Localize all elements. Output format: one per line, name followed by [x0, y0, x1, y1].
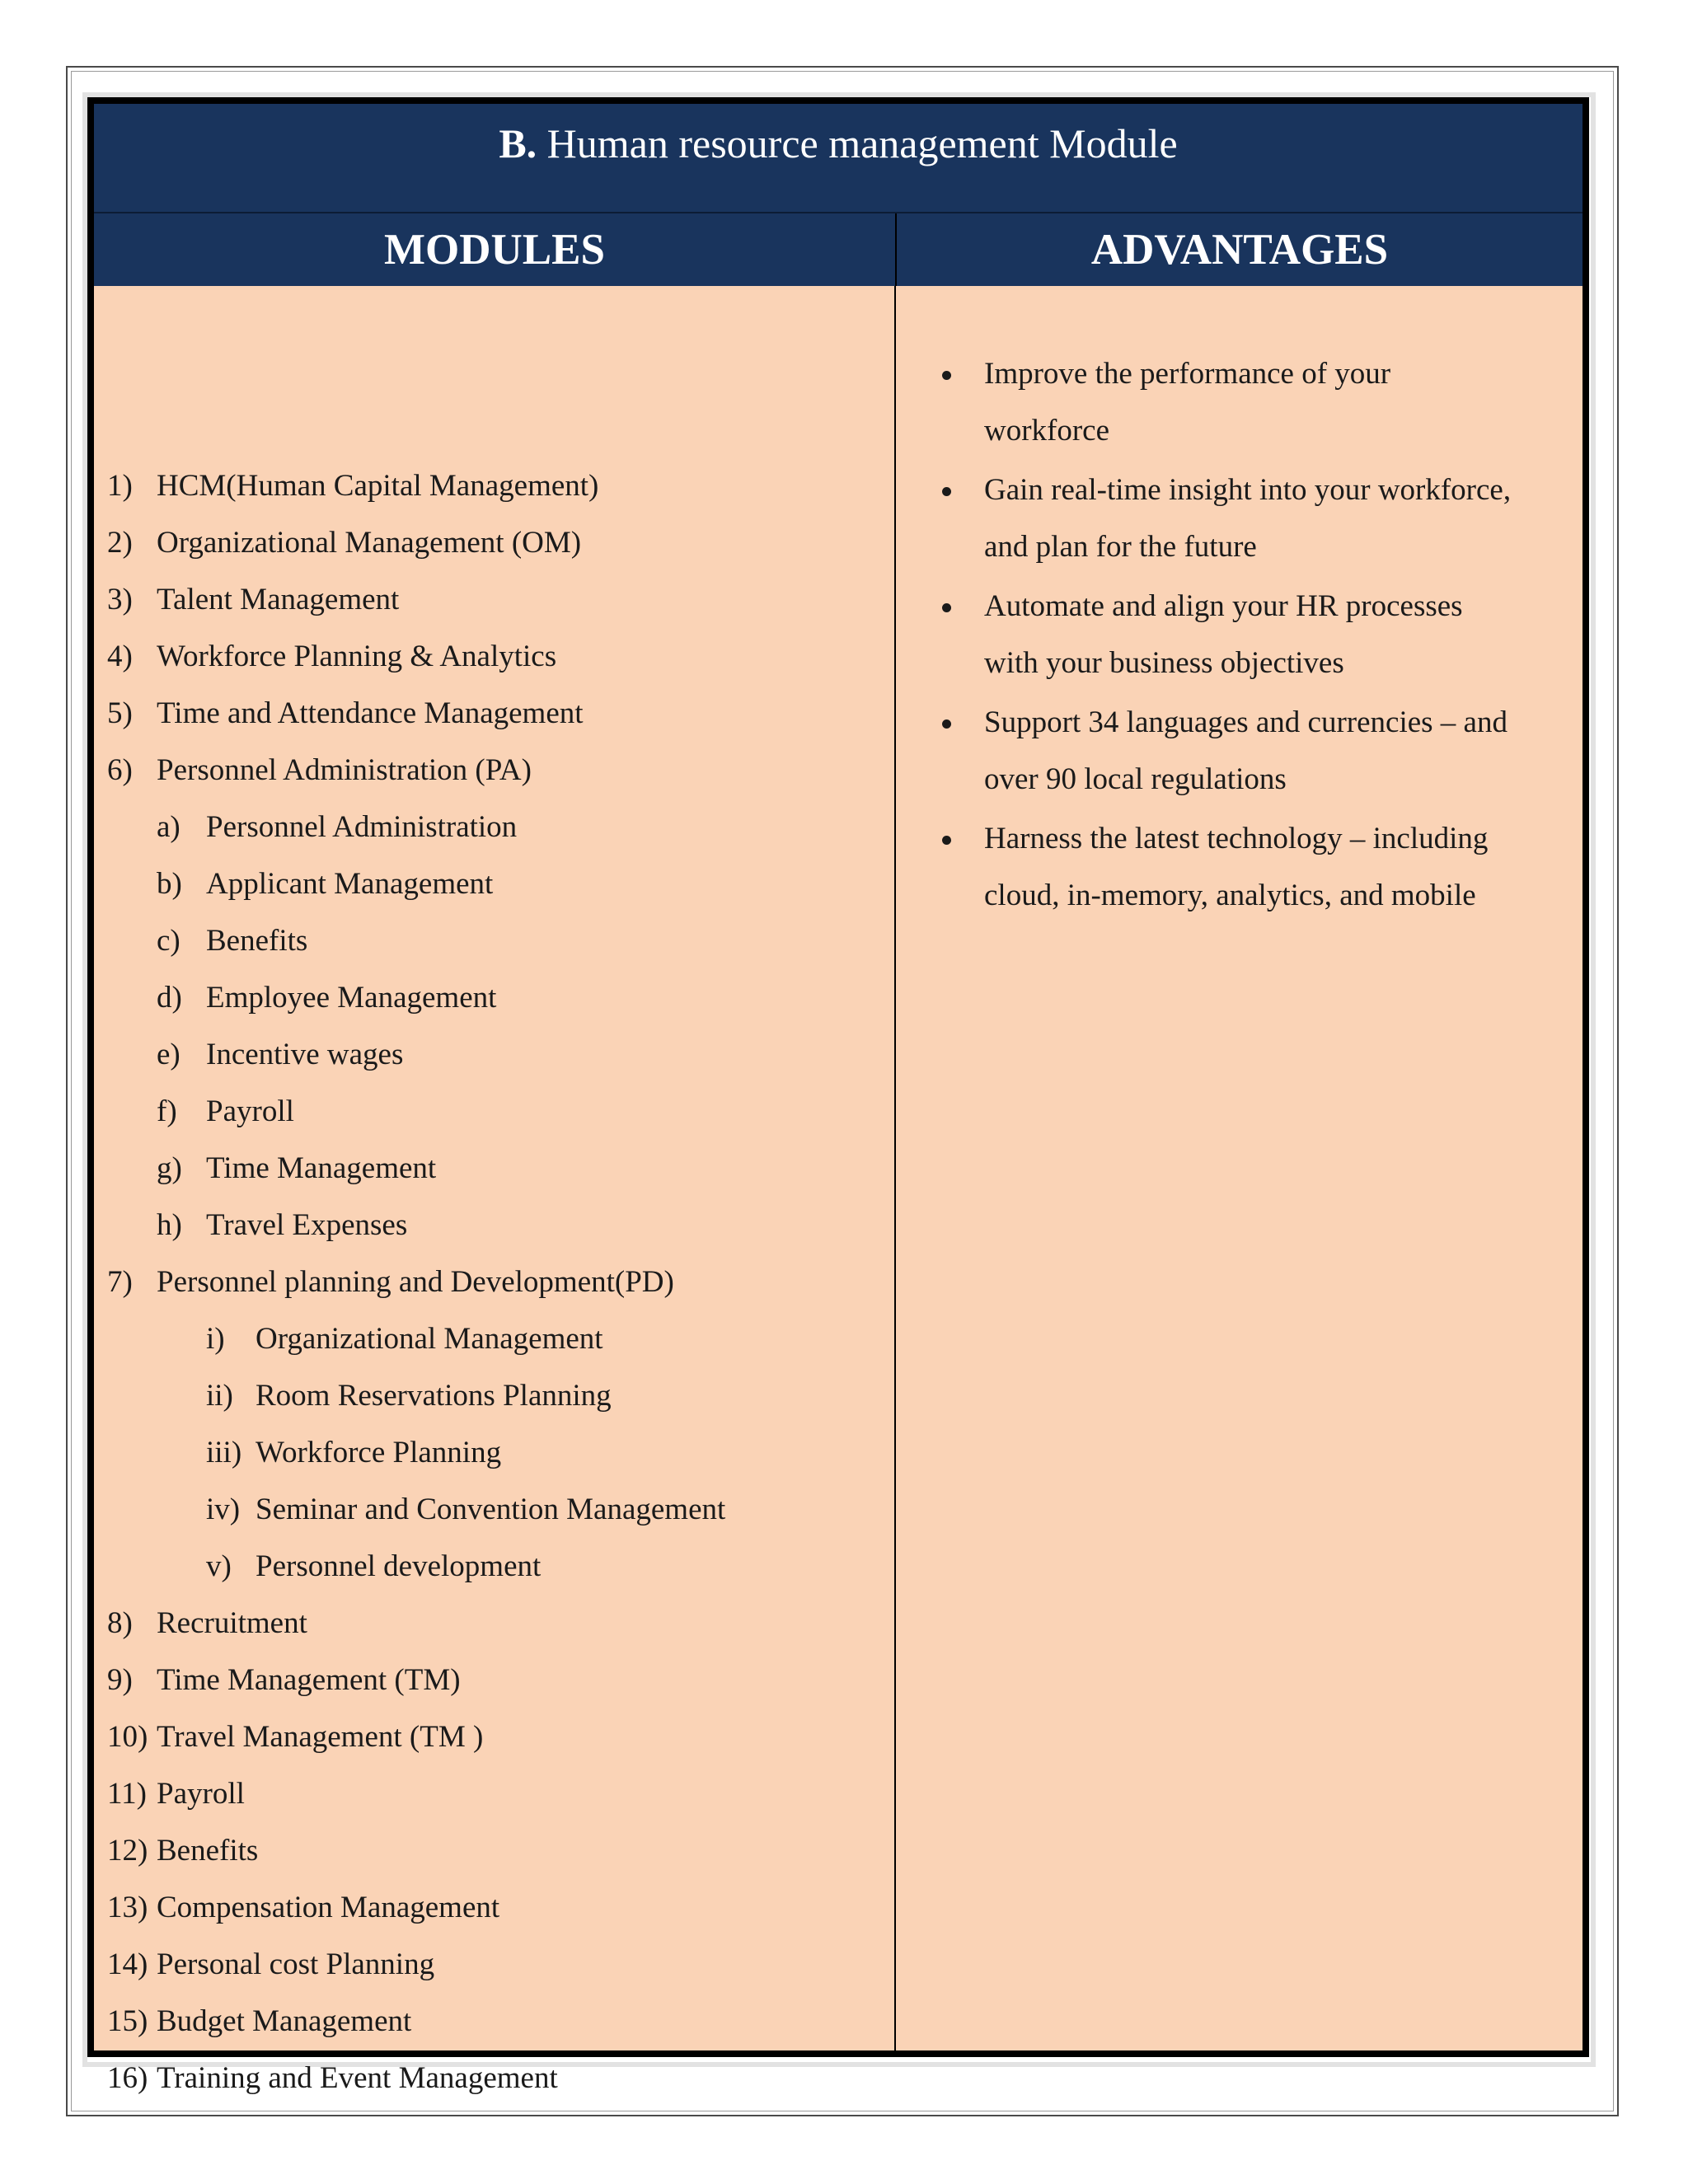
module-subitem: [157, 1151, 437, 1185]
module-number: 7): [107, 1265, 133, 1299]
advantage-line: Improve the performance of your: [984, 357, 1391, 391]
column-divider: [894, 286, 896, 2050]
module-subitem: [157, 1094, 294, 1128]
module-number: 6): [107, 753, 133, 787]
advantages-header: ADVANTAGES: [895, 213, 1582, 286]
module-label: Applicant Management: [206, 867, 494, 901]
module-label: Workforce Planning: [256, 1436, 502, 1469]
module-number: a): [157, 810, 181, 844]
module-label: Personnel Administration (PA): [157, 753, 532, 787]
bullet-icon: [942, 603, 951, 612]
header-row: [94, 212, 1582, 286]
module-label: Benefits: [206, 924, 308, 958]
module-item: [107, 1777, 245, 1811]
module-number: c): [157, 924, 181, 958]
module-item: [107, 2061, 558, 2095]
module-label: Personal cost Planning: [157, 1947, 435, 1981]
module-label: Training and Event Management: [157, 2061, 558, 2095]
module-subsubitem: [206, 1549, 542, 1583]
module-item: [107, 2004, 412, 2038]
module-item: [107, 1663, 461, 1697]
module-number: 9): [107, 1663, 133, 1697]
bullet-icon: [942, 487, 951, 496]
module-label: Organizational Management (OM): [157, 526, 582, 560]
module-item: [107, 583, 400, 616]
module-subsubitem: [206, 1436, 502, 1469]
module-label: Personnel Administration: [206, 810, 518, 844]
module-subitem: [157, 867, 494, 901]
module-label: Organizational Management: [256, 1322, 603, 1356]
advantage-line: Harness the latest technology – including: [984, 822, 1489, 855]
bullet-icon: [942, 836, 951, 845]
module-label: Talent Management: [157, 583, 400, 616]
module-label: Workforce Planning & Analytics: [157, 640, 557, 673]
module-item: [107, 1947, 435, 1981]
module-number: 5): [107, 696, 133, 730]
module-label: Payroll: [206, 1094, 294, 1128]
advantage-line: over 90 local regulations: [984, 762, 1287, 796]
advantage-line: and plan for the future: [984, 530, 1257, 564]
title-prefix: B.: [499, 120, 537, 166]
module-number: h): [157, 1208, 182, 1242]
module-number: 13): [107, 1891, 148, 1924]
module-label: Time and Attendance Management: [157, 696, 584, 730]
module-number: ii): [206, 1379, 233, 1413]
advantage-line: workforce: [984, 414, 1110, 448]
module-label: Budget Management: [157, 2004, 412, 2038]
module-number: v): [206, 1549, 232, 1583]
module-number: 1): [107, 469, 133, 503]
module-number: 11): [107, 1777, 147, 1811]
module-number: 2): [107, 526, 133, 560]
module-number: 16): [107, 2061, 148, 2095]
module-item: [107, 469, 599, 503]
module-number: 4): [107, 640, 133, 673]
advantage-line: Gain real-time insight into your workforce,: [984, 473, 1512, 507]
bullet-icon: [942, 371, 951, 380]
module-label: Time Management (TM): [157, 1663, 461, 1697]
module-item: [107, 1834, 259, 1868]
module-number: 14): [107, 1947, 148, 1981]
module-item: [107, 1891, 500, 1924]
module-item: [107, 753, 532, 787]
module-label: Payroll: [157, 1777, 245, 1811]
module-number: iii): [206, 1436, 242, 1469]
module-label: HCM(Human Capital Management): [157, 469, 599, 503]
advantage-line: cloud, in-memory, analytics, and mobile: [984, 879, 1476, 912]
module-number: 15): [107, 2004, 148, 2038]
module-label: Travel Expenses: [206, 1208, 408, 1242]
module-number: b): [157, 867, 182, 901]
module-label: Benefits: [157, 1834, 259, 1868]
module-label: Room Reservations Planning: [256, 1379, 612, 1413]
hr-module-table: [87, 97, 1589, 2095]
module-subitem: [157, 1208, 408, 1242]
module-label: Personnel development: [256, 1549, 542, 1583]
module-subsubitem: [206, 1322, 603, 1356]
module-number: i): [206, 1322, 225, 1356]
module-number: f): [157, 1094, 177, 1128]
module-label: Employee Management: [206, 981, 497, 1015]
module-subitem: [157, 981, 497, 1015]
module-subsubitem: [206, 1493, 726, 1526]
module-number: e): [157, 1038, 181, 1071]
table-title: [94, 104, 1582, 212]
module-item: [107, 696, 584, 730]
module-number: g): [157, 1151, 182, 1185]
advantage-line: Support 34 languages and currencies – and: [984, 705, 1507, 739]
module-label: Seminar and Convention Management: [256, 1493, 726, 1526]
advantage-line: Automate and align your HR processes: [984, 589, 1463, 623]
module-subitem: [157, 924, 308, 958]
module-item: [107, 526, 582, 560]
title-text: Human resource management Module: [546, 120, 1178, 166]
module-item: [107, 1606, 307, 1640]
module-item: [107, 640, 557, 673]
modules-header: MODULES: [384, 226, 605, 274]
bullet-icon: [942, 719, 951, 729]
module-label: Recruitment: [157, 1606, 307, 1640]
module-subsubitem: [206, 1379, 612, 1413]
advantage-line: with your business objectives: [984, 646, 1344, 680]
module-item: [107, 1720, 484, 1754]
module-number: 10): [107, 1720, 148, 1754]
module-number: 3): [107, 583, 133, 616]
module-label: Personnel planning and Development(PD): [157, 1265, 674, 1299]
module-number: d): [157, 981, 182, 1015]
module-label: Travel Management (TM ): [157, 1720, 484, 1754]
module-item: [107, 1265, 674, 1299]
module-subitem: [157, 810, 518, 844]
module-number: iv): [206, 1493, 241, 1526]
module-number: 8): [107, 1606, 133, 1640]
module-label: Incentive wages: [206, 1038, 404, 1071]
module-subitem: [157, 1038, 404, 1071]
module-number: 12): [107, 1834, 148, 1868]
module-label: Time Management: [206, 1151, 437, 1185]
module-label: Compensation Management: [157, 1891, 500, 1924]
